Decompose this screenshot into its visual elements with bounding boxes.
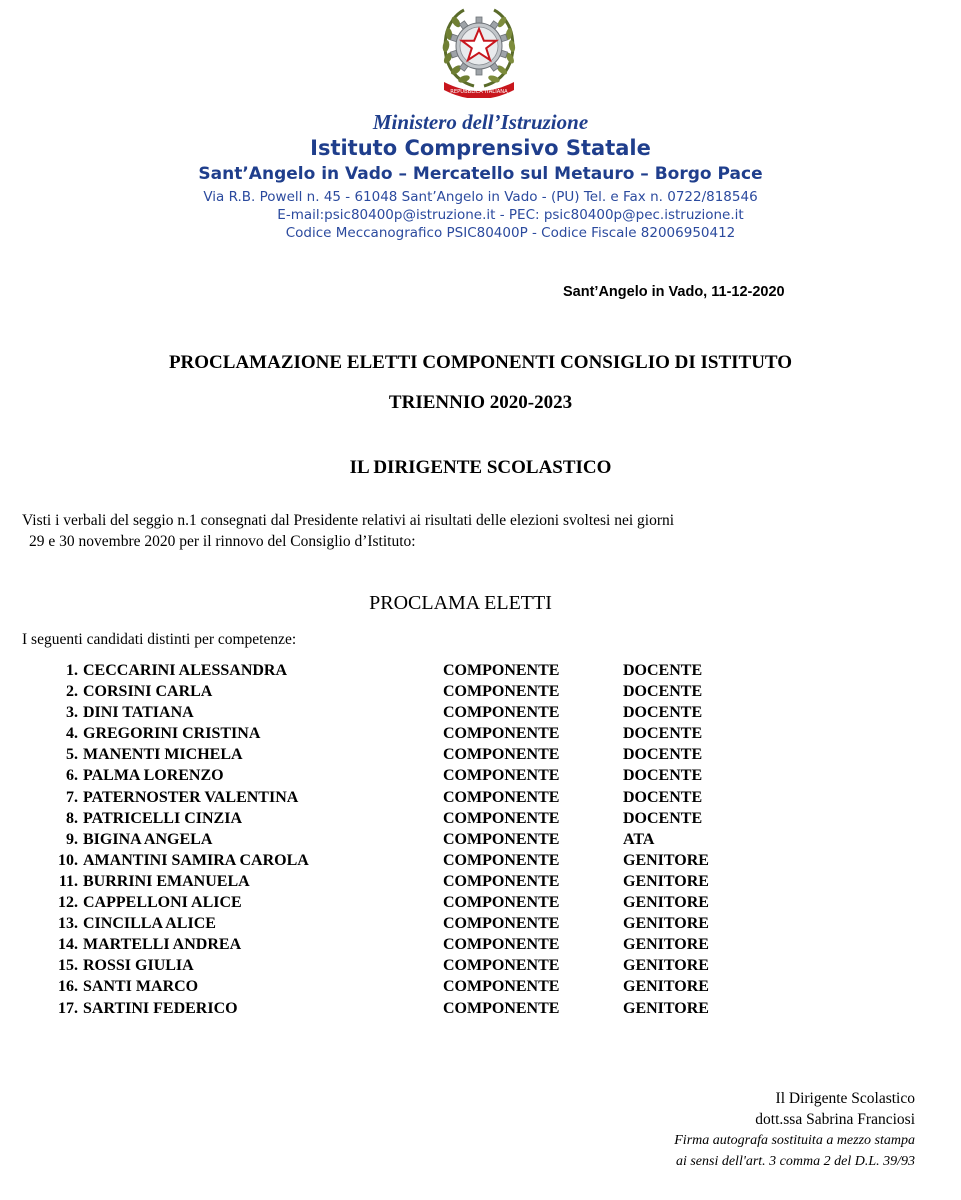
elected-name: SANTI MARCO xyxy=(83,978,199,996)
elected-row xyxy=(0,767,961,788)
elected-row xyxy=(0,789,961,810)
elected-component: COMPONENTE xyxy=(443,746,560,764)
elected-row xyxy=(0,704,961,725)
proclama-heading: PROCLAMA ELETTI xyxy=(369,592,552,614)
document-title: PROCLAMAZIONE ELETTI COMPONENTI CONSIGLIO DI ISTITUTO xyxy=(168,352,793,373)
elected-role: GENITORE xyxy=(623,915,709,933)
elected-component: COMPONENTE xyxy=(443,851,560,869)
elected-component: COMPONENTE xyxy=(443,894,560,912)
elected-number: 13. xyxy=(58,915,78,933)
elected-component: COMPONENTE xyxy=(443,978,560,996)
elected-name: PALMA LORENZO xyxy=(83,767,224,785)
signature-role: Il Dirigente Scolastico xyxy=(775,1090,915,1107)
elected-row xyxy=(0,873,961,894)
elected-role: DOCENTE xyxy=(623,788,703,806)
elected-row xyxy=(0,894,961,915)
elected-component: COMPONENTE xyxy=(443,999,560,1017)
elected-component: COMPONENTE xyxy=(443,788,560,806)
elected-role: ATA xyxy=(623,830,655,848)
ministry-name: Ministero dell’Istruzione xyxy=(372,110,589,134)
elected-name: CINCILLA ALICE xyxy=(83,915,216,933)
elected-number: 14. xyxy=(58,936,78,954)
elected-role: DOCENTE xyxy=(623,725,703,743)
elected-component: COMPONENTE xyxy=(443,872,560,890)
preamble-paragraph xyxy=(22,510,842,552)
document-subtitle: TRIENNIO 2020-2023 xyxy=(388,392,573,413)
elected-name: PATERNOSTER VALENTINA xyxy=(83,788,299,806)
institute-locations: Sant’Angelo in Vado – Mercatello sul Metauro – Borgo Pace xyxy=(198,164,763,184)
list-intro: I seguenti candidati distinti per competenze: xyxy=(22,631,297,648)
elected-role: DOCENTE xyxy=(623,746,703,764)
elected-name: CORSINI CARLA xyxy=(83,683,213,701)
elected-number: 8. xyxy=(66,809,78,827)
document-date: Sant’Angelo in Vado, 11-12-2020 xyxy=(563,284,785,300)
institute-address: Via R.B. Powell n. 45 - 61048 Sant’Angelo in Vado - (PU) Tel. e Fax n. 0722/818546 xyxy=(203,189,758,205)
signature-note-2: ai sensi dell'art. 3 comma 2 del D.L. 39/93 xyxy=(675,1154,915,1169)
elected-name: BIGINA ANGELA xyxy=(83,830,213,848)
elected-name: BURRINI EMANUELA xyxy=(83,872,250,890)
elected-number: 15. xyxy=(58,957,78,975)
elected-row xyxy=(0,831,961,852)
institute-codes: Codice Meccanografico PSIC80400P - Codice Fiscale 82006950412 xyxy=(285,225,736,241)
elected-row xyxy=(0,978,961,999)
elected-component: COMPONENTE xyxy=(443,704,560,722)
elected-component: COMPONENTE xyxy=(443,809,560,827)
elected-number: 2. xyxy=(66,683,78,701)
elected-number: 1. xyxy=(66,662,78,679)
elected-component: COMPONENTE xyxy=(443,662,560,679)
elected-name: CECCARINI ALESSANDRA xyxy=(83,662,288,679)
elected-name: MANENTI MICHELA xyxy=(83,746,243,764)
elected-number: 4. xyxy=(66,725,78,743)
signature-note-1: Firma autografa sostituita a mezzo stampa xyxy=(674,1133,915,1148)
elected-component: COMPONENTE xyxy=(443,957,560,975)
elected-number: 5. xyxy=(66,746,78,764)
elected-role: GENITORE xyxy=(623,851,709,869)
elected-number: 11. xyxy=(58,872,78,890)
elected-row xyxy=(0,915,961,936)
elected-component: COMPONENTE xyxy=(443,915,560,933)
elected-name: SARTINI FEDERICO xyxy=(83,999,238,1017)
elected-row xyxy=(0,746,961,767)
elected-role: GENITORE xyxy=(623,936,709,954)
elected-row xyxy=(0,725,961,746)
elected-role: DOCENTE xyxy=(623,662,703,679)
elected-name: PATRICELLI CINZIA xyxy=(83,809,242,827)
elected-role: DOCENTE xyxy=(623,809,703,827)
elected-component: COMPONENTE xyxy=(443,830,560,848)
elected-list xyxy=(0,662,961,1021)
dirigente-heading: IL DIRIGENTE SCOLASTICO xyxy=(349,457,612,478)
elected-role: DOCENTE xyxy=(623,683,703,701)
signature-block xyxy=(674,1088,915,1172)
elected-component: COMPONENTE xyxy=(443,936,560,954)
elected-number: 17. xyxy=(58,999,78,1017)
elected-name: AMANTINI SAMIRA CAROLA xyxy=(83,851,309,869)
elected-number: 7. xyxy=(66,788,78,806)
elected-row xyxy=(0,1000,961,1021)
elected-number: 6. xyxy=(66,767,78,785)
elected-role: GENITORE xyxy=(623,957,709,975)
signature-name: dott.ssa Sabrina Franciosi xyxy=(755,1111,915,1128)
elected-name: DINI TATIANA xyxy=(83,704,194,722)
elected-component: COMPONENTE xyxy=(443,683,560,701)
elected-component: COMPONENTE xyxy=(443,767,560,785)
elected-role: GENITORE xyxy=(623,894,709,912)
elected-name: ROSSI GIULIA xyxy=(83,957,194,975)
elected-name: GREGORINI CRISTINA xyxy=(83,725,261,743)
elected-role: GENITORE xyxy=(623,872,709,890)
elected-role: DOCENTE xyxy=(623,767,703,785)
elected-name: CAPPELLONI ALICE xyxy=(83,894,242,912)
elected-component: COMPONENTE xyxy=(443,725,560,743)
elected-row xyxy=(0,810,961,831)
preamble-line-2: 29 e 30 novembre 2020 per il rinnovo del Consiglio d’Istituto: xyxy=(29,533,416,550)
institute-email[interactable]: E-mail:psic80400p@istruzione.it - PEC: psic80400p@pec.istruzione.it xyxy=(277,207,744,223)
elected-number: 10. xyxy=(58,851,78,869)
preamble-line-1: Visti i verbali del seggio n.1 consegnati dal Presidente relativi ai risultati delle elezioni svoltesi nei giorni xyxy=(22,512,675,529)
elected-number: 16. xyxy=(58,978,78,996)
elected-role: DOCENTE xyxy=(623,704,703,722)
elected-number: 3. xyxy=(66,704,78,722)
repubblica-italiana-emblem xyxy=(434,2,524,98)
institute-name: Istituto Comprensivo Statale xyxy=(310,136,651,160)
elected-role: GENITORE xyxy=(623,978,709,996)
elected-name: MARTELLI ANDREA xyxy=(83,936,242,954)
elected-row xyxy=(0,683,961,704)
elected-number: 9. xyxy=(66,830,78,848)
emblem-ribbon-text: REPUBBLICA ITALIANA xyxy=(450,89,508,95)
elected-row xyxy=(0,936,961,957)
elected-row xyxy=(0,662,961,683)
elected-row xyxy=(0,852,961,873)
elected-role: GENITORE xyxy=(623,999,709,1017)
elected-row xyxy=(0,957,961,978)
elected-number: 12. xyxy=(58,894,78,912)
